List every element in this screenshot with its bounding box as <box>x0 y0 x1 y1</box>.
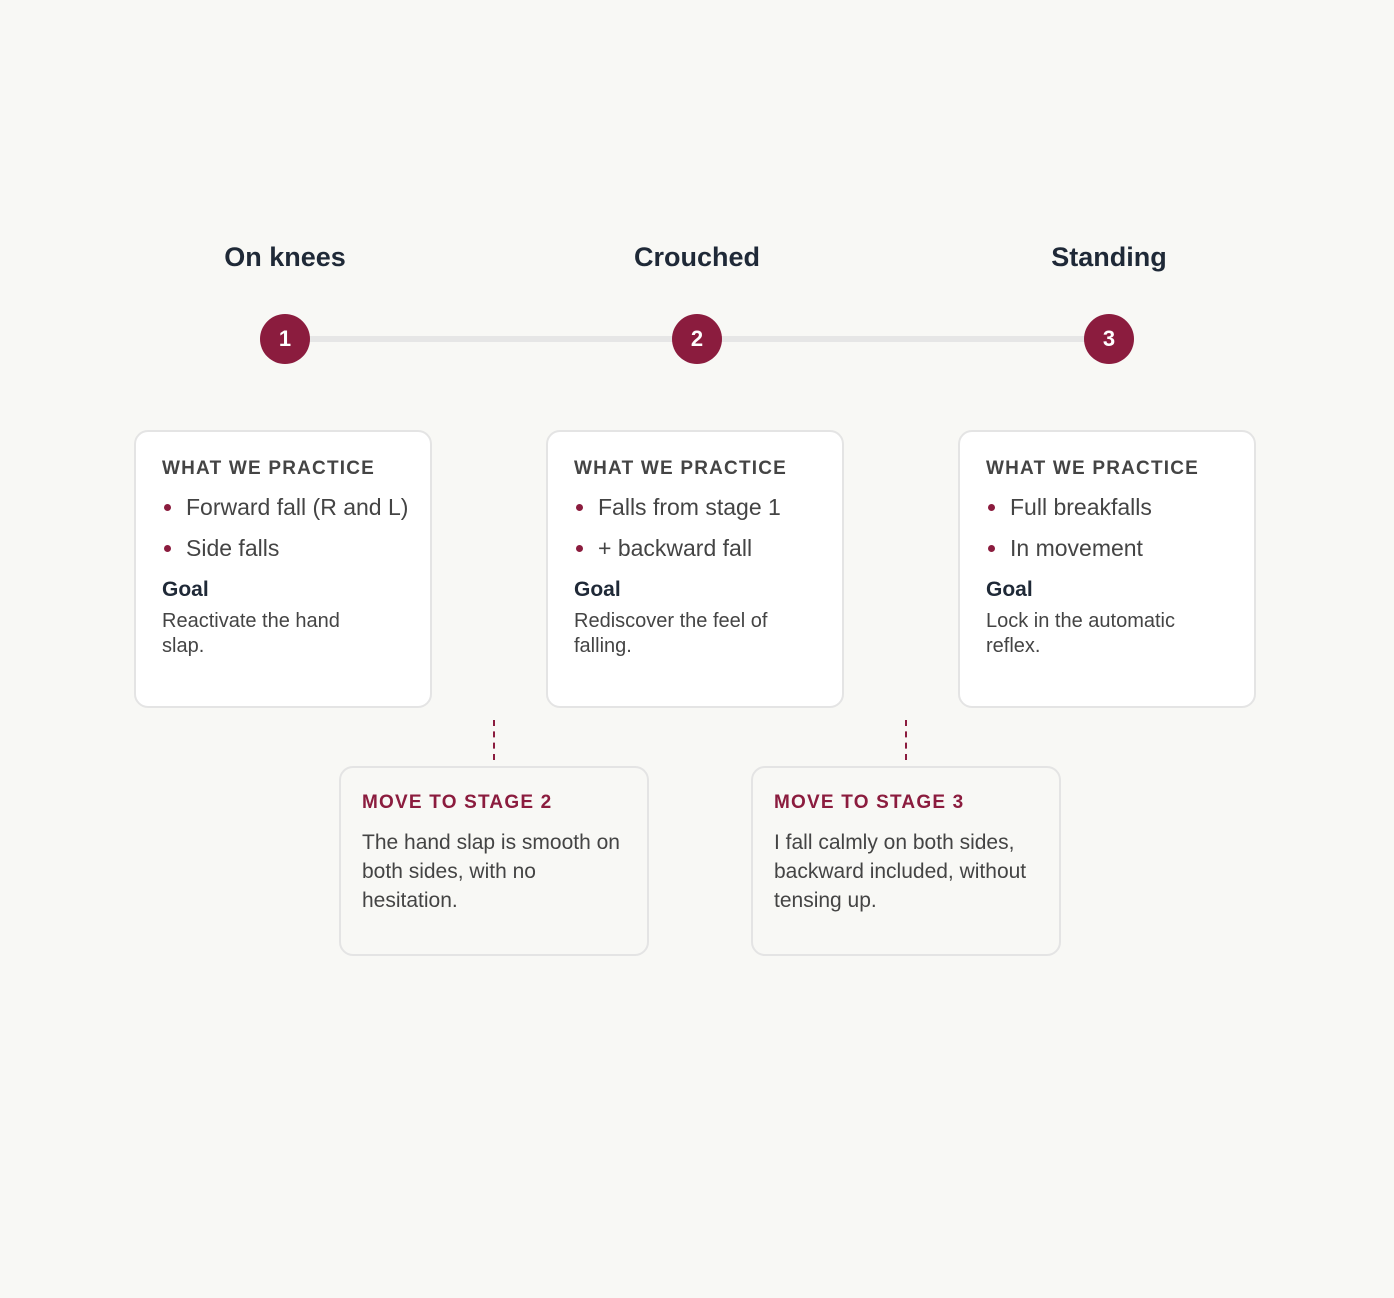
goal-text: Reactivate the hand slap. <box>162 610 340 657</box>
goal-label: Goal <box>574 578 621 601</box>
practice-item <box>574 494 822 521</box>
practice-heading: WHAT WE PRACTICE <box>574 458 788 479</box>
practice-list <box>986 494 1234 562</box>
stage-2-title: Crouched <box>633 242 760 272</box>
transition-1-card <box>339 766 649 956</box>
practice-item <box>986 494 1234 521</box>
bullet-dot <box>164 504 171 511</box>
bullet-dot <box>576 545 583 552</box>
goal-text: Rediscover the feel of falling. <box>574 610 768 657</box>
bullet-dot <box>988 504 995 511</box>
goal-label: Goal <box>162 578 209 601</box>
practice-item <box>574 535 822 562</box>
practice-item-label: Falls from stage 1 <box>598 494 781 520</box>
transition-2-card <box>751 766 1061 956</box>
stage-3-marker: 3 <box>1084 314 1134 364</box>
stage-3-card <box>958 430 1256 708</box>
practice-heading: WHAT WE PRACTICE <box>986 458 1200 479</box>
goal-label: Goal <box>986 578 1033 601</box>
stage-1-title: On knees <box>224 242 346 272</box>
practice-item-label: Full breakfalls <box>1010 494 1152 520</box>
stage-3-title: Standing <box>1051 242 1167 272</box>
practice-item <box>162 535 410 562</box>
stage-2-marker: 2 <box>672 314 722 364</box>
transition-2-connector <box>905 720 907 760</box>
transition-text: The hand slap is smooth on both sides, with no hesitation. <box>362 831 620 912</box>
stage-2-card <box>546 430 844 708</box>
transition-heading: MOVE TO STAGE 3 <box>774 792 965 813</box>
transition-text: I fall calmly on both sides, backward included, without tensing up. <box>774 831 1027 912</box>
practice-item <box>986 535 1234 562</box>
practice-heading: WHAT WE PRACTICE <box>162 458 376 479</box>
practice-item-label: + backward fall <box>598 535 753 561</box>
bullet-dot <box>988 545 995 552</box>
practice-item-label: Side falls <box>186 535 280 561</box>
transition-1-connector <box>493 720 495 760</box>
transition-heading: MOVE TO STAGE 2 <box>362 792 553 813</box>
bullet-dot <box>164 545 171 552</box>
stage-1-card <box>134 430 432 708</box>
practice-item-label: Forward fall (R and L) <box>186 494 409 520</box>
bullet-dot <box>576 504 583 511</box>
practice-item <box>162 494 410 521</box>
practice-list <box>162 494 410 562</box>
stage-1-marker: 1 <box>260 314 310 364</box>
practice-item-label: In movement <box>1010 535 1143 561</box>
goal-text: Lock in the automatic reflex. <box>986 610 1175 657</box>
practice-list <box>574 494 822 562</box>
